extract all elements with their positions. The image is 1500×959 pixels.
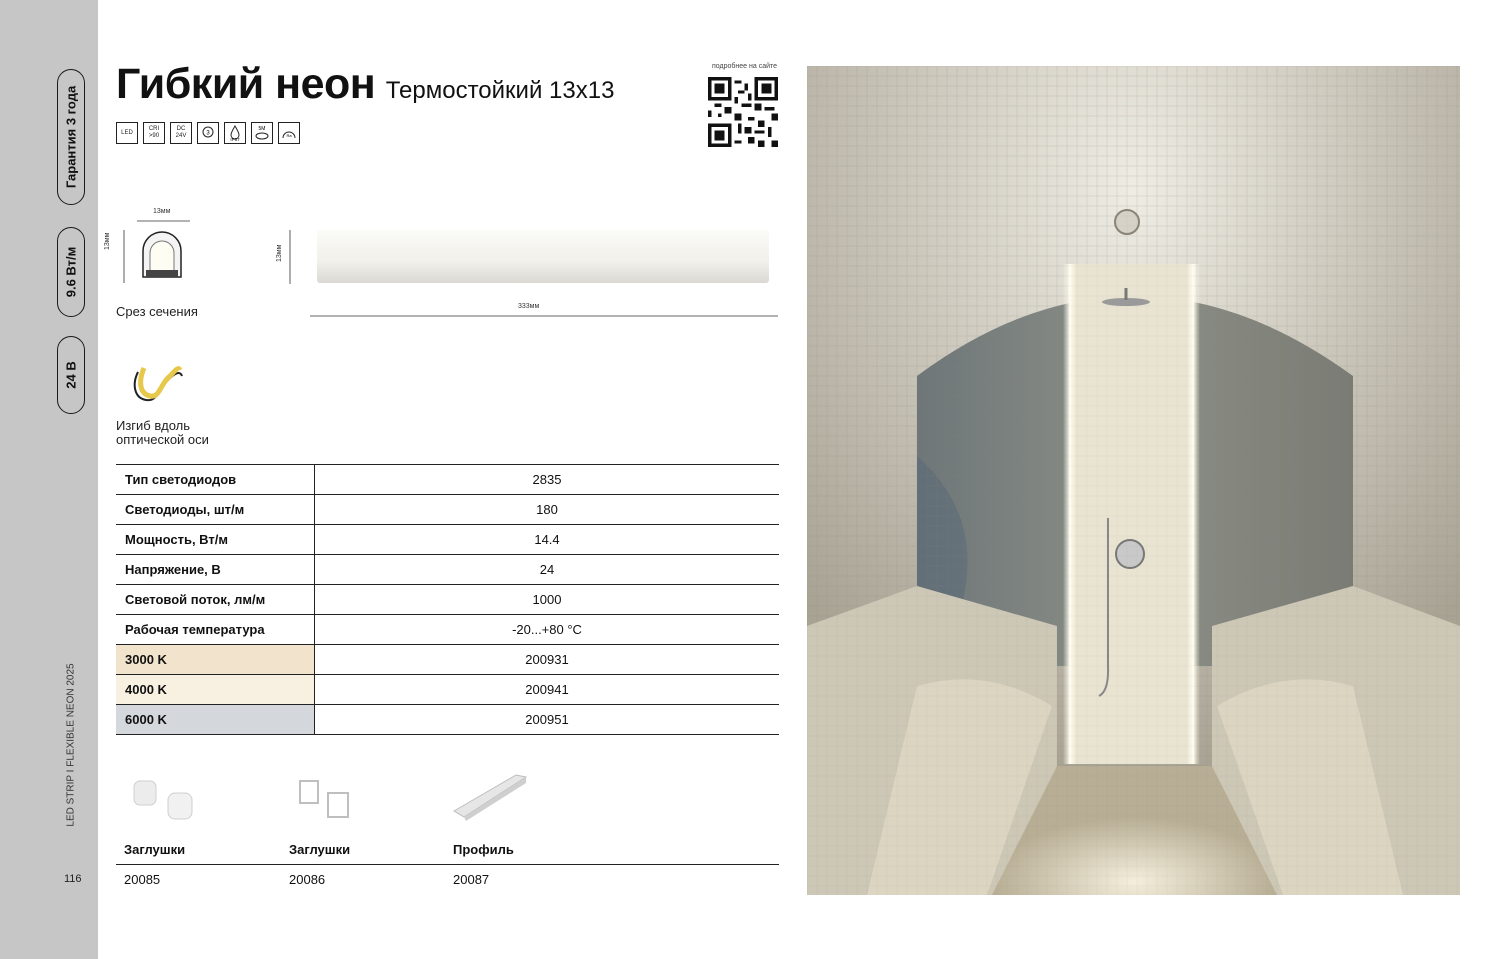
feature-icons bbox=[116, 122, 300, 144]
bend-radius-icon bbox=[278, 122, 300, 144]
accessory-name: Профиль bbox=[453, 842, 514, 857]
table-row: Рабочая температура -20...+80 °C bbox=[116, 615, 779, 645]
profile-height-dimension: 13мм bbox=[276, 244, 283, 262]
end-cap-image bbox=[126, 775, 201, 830]
table-row: Световой поток, лм/м 1000 bbox=[116, 585, 779, 615]
table-row: Тип светодиодов 2835 bbox=[116, 465, 779, 495]
accessory-name: Заглушки bbox=[124, 842, 186, 857]
table-row-3000k: 3000 K 200931 bbox=[116, 645, 779, 675]
bend-icon bbox=[128, 354, 188, 414]
warranty-badge: Гарантия 3 года bbox=[57, 69, 85, 205]
qr-caption: подробнее на сайте bbox=[712, 63, 778, 70]
table-row: Мощность, Вт/м 14.4 bbox=[116, 525, 779, 555]
table-row-4000k: 4000 K 200941 bbox=[116, 675, 779, 705]
section-label: LED STRIP I FLEXIBLE NEON 2025 bbox=[65, 663, 77, 827]
voltage-badge: 24 В bbox=[57, 336, 85, 414]
warranty-icon bbox=[197, 122, 219, 144]
svg-text:3: 3 bbox=[206, 130, 210, 137]
cross-section-drawing bbox=[110, 215, 190, 285]
bend-caption: Изгиб вдоль оптической оси bbox=[116, 418, 209, 447]
ip67-icon bbox=[224, 122, 246, 144]
cross-section-caption: Срез сечения bbox=[116, 304, 198, 319]
page-number: 116 bbox=[64, 873, 82, 885]
divider bbox=[116, 864, 779, 865]
dc-voltage-icon: DC 24V bbox=[170, 122, 192, 144]
table-row-6000k: 6000 K 200951 bbox=[116, 705, 779, 735]
qr-code-icon[interactable] bbox=[708, 77, 778, 147]
svg-text:Ra: Ra bbox=[286, 133, 292, 138]
table-row: Напряжение, В 24 bbox=[116, 555, 779, 585]
steam-room-photo bbox=[807, 66, 1460, 895]
accessory-code: 20087 bbox=[453, 872, 490, 887]
power-badge: 9.6 Вт/м bbox=[57, 227, 85, 317]
accessory-name: Заглушки bbox=[289, 842, 351, 857]
cri-icon: CRI >90 bbox=[143, 122, 165, 144]
product-subtitle: Термостойкий 13x13 bbox=[385, 77, 615, 104]
end-cap-open-image bbox=[290, 775, 365, 830]
accessory-code: 20085 bbox=[124, 872, 161, 887]
table-row: Светодиоды, шт/м 180 bbox=[116, 495, 779, 525]
width-dimension: 13мм bbox=[153, 208, 171, 215]
accessory-code: 20086 bbox=[289, 872, 326, 887]
sidebar bbox=[0, 0, 98, 959]
reel-length-icon bbox=[251, 122, 273, 144]
length-dimension: 333мм bbox=[518, 303, 540, 310]
specs-table bbox=[116, 464, 779, 735]
height-dimension: 13мм bbox=[104, 232, 111, 250]
page-title bbox=[116, 60, 614, 109]
svg-text:5M: 5M bbox=[258, 126, 266, 132]
svg-text:IP67: IP67 bbox=[230, 137, 240, 142]
product-title: Гибкий неон bbox=[116, 60, 376, 108]
profile-image bbox=[452, 773, 532, 823]
led-icon: LED bbox=[116, 122, 138, 144]
